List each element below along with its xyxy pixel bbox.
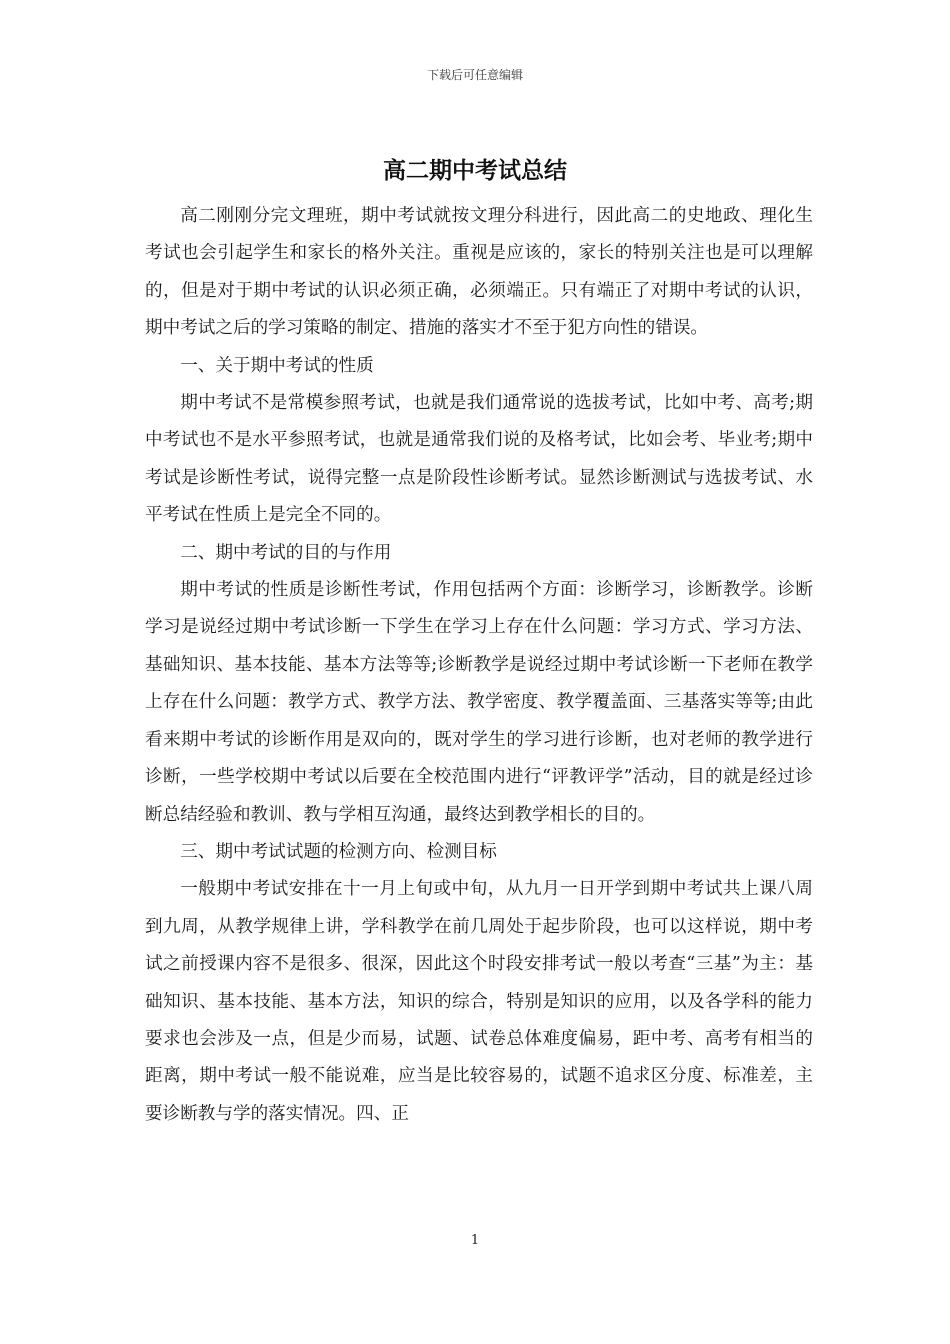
page-number: 1: [470, 1233, 480, 1248]
page-header: 下载后可任意编辑: [426, 68, 523, 82]
section-heading-nature: 一、关于期中考试的性质: [180, 355, 374, 376]
document-title: 高二期中考试总结: [383, 157, 567, 184]
paragraph-direction: 一般期中考试安排在十一月上旬或中旬，从九月一日开学到期中考试共上课八周到九周，从教学规律上讲，学科教学在前几周处于起步阶段，也可以这样说，期中考试之前授课内容不是很多、很深，因此这个时段安排考试一般以考查“三基”为主：基础知识、基本技能、基本方法，知识的综合，特别是知识的应用，以及各学科的能力要求也会涉及一点，但是少而易，试题、试卷总体难度偏易，距中考、高考有相当的距离，期中考试一般不能说难，应当是比较容易的，试题不追求区分度、标准差，主要诊断教与学的落实情况。四、正: [145, 879, 813, 1124]
section-heading-purpose: 二、期中考试的目的与作用: [180, 542, 392, 563]
paragraph-intro: 高二刚刚分完文理班，期中考试就按文理分科进行，因此高二的史地政、理化生考试也会引起学生和家长的格外关注。重视是应该的，家长的特别关注也是可以理解的，但是对于期中考试的认识必须正确，必须端正。只有端正了对期中考试的认识，期中考试之后的学习策略的制定、措施的落实才不至于犯方向性的错误。: [145, 206, 813, 339]
paragraph-nature: 期中考试不是常模参照考试，也就是我们通常说的选拔考试，比如中考、高考;期中考试也不是水平参照考试，也就是通常我们说的及格考试，比如会考、毕业考;期中考试是诊断性考试，说得完整一点是阶段性诊断考试。显然诊断测试与选拔考试、水平考试在性质上是完全不同的。: [145, 393, 813, 526]
section-heading-direction: 三、期中考试试题的检测方向、检测目标: [180, 841, 497, 862]
paragraph-purpose: 期中考试的性质是诊断性考试，作用包括两个方面：诊断学习，诊断教学。诊断学习是说经过期中考试诊断一下学生在学习上存在什么问题：学习方式、学习方法、基础知识、基本技能、基本方法等等;诊断教学是说经过期中考试诊断一下老师在教学上存在什么问题：教学方式、教学方法、教学密度、教学覆盖面、三基落实等等;由此看来期中考试的诊断作用是双向的，既对学生的学习进行诊断，也对老师的教学进行诊断，一些学校期中考试以后要在全校范围内进行“评教评学”活动，目的就是经过诊断总结经验和教训、教与学相互沟通，最终达到教学相长的目的。: [145, 580, 813, 825]
document-body: [145, 198, 813, 1133]
